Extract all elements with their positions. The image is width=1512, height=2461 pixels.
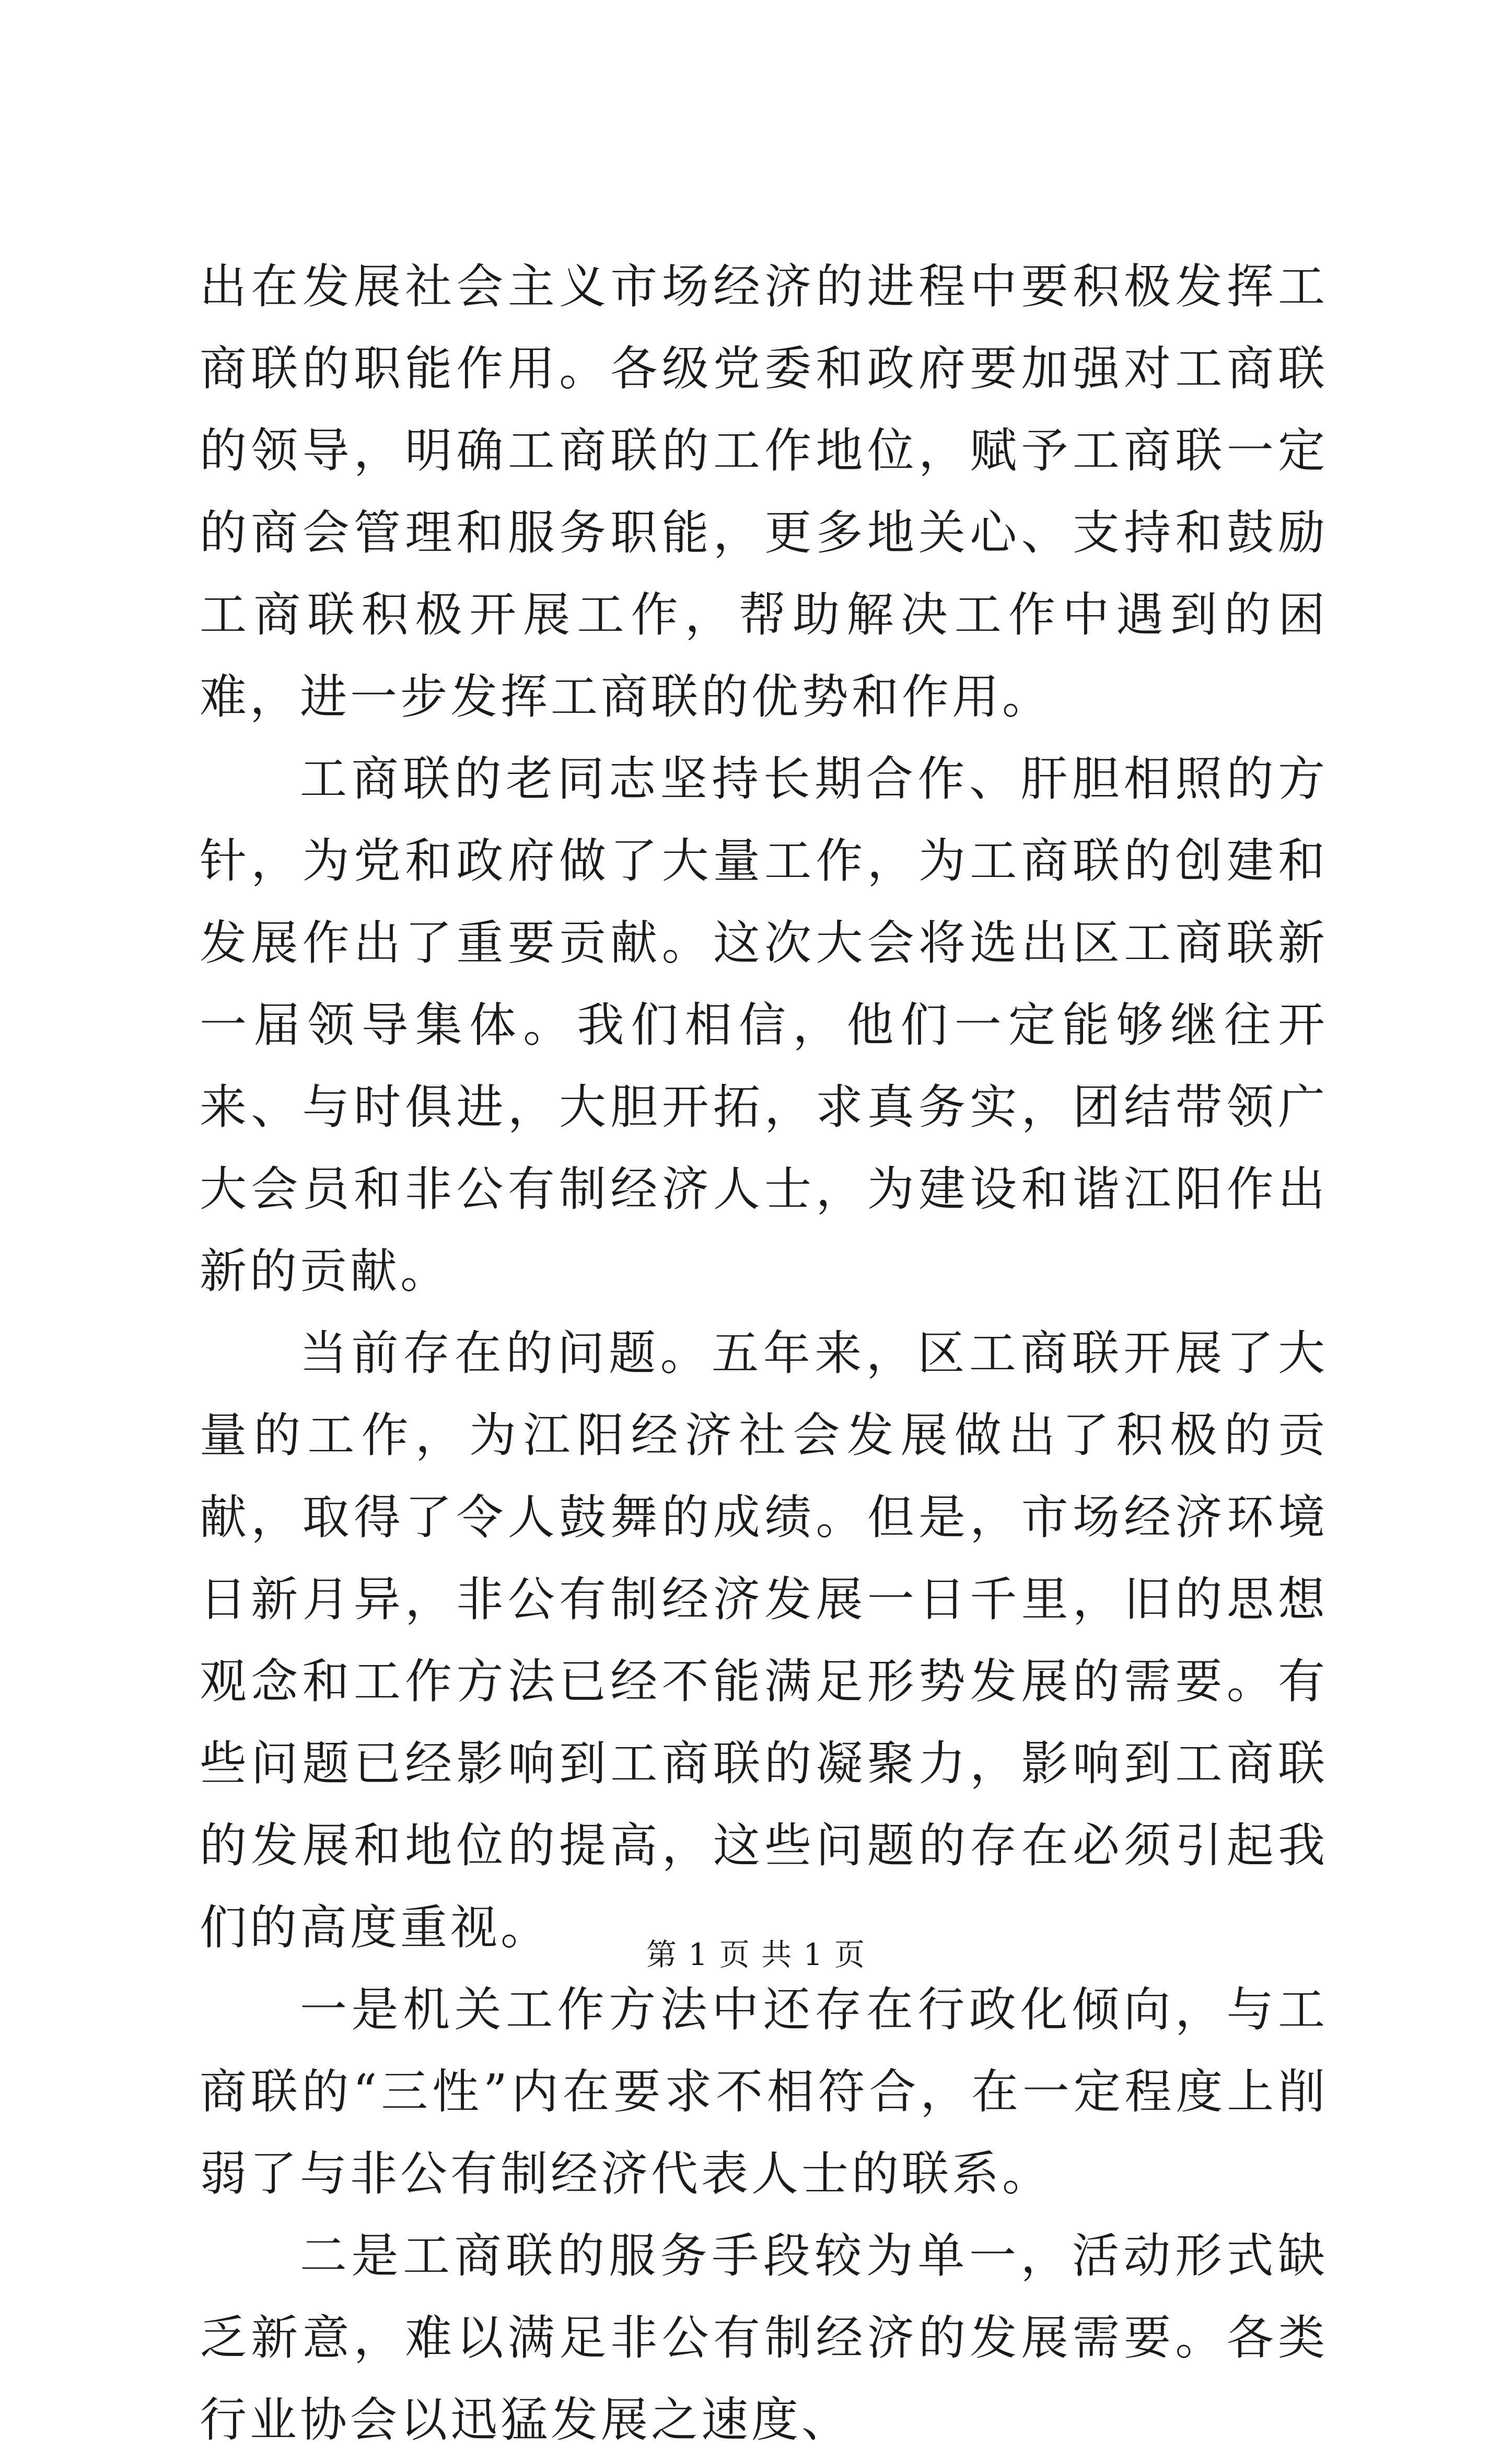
paragraph-5: 二是工商联的服务手段较为单一，活动形式缺乏新意，难以满足非公有制经济的发展需要。各类行业协会以迅猛发展之速度、 — [200, 2228, 1328, 2447]
page-number-label: 第 1 页 共 1 页 — [646, 1937, 866, 1972]
paragraph-2: 工商联的老同志坚持长期合作、肝胆相照的方针，为党和政府做了大量工作，为工商联的创建和发展作出了重要贡献。这次大会将选出区工商联新一届领导集体。我们相信，他们一定能够继往开来、与时俱进，大胆开拓，求真务实，团结带领广大会员和非公有制经济人士，为建设和谐江阳作出新的贡献。 — [200, 752, 1328, 1299]
paragraph-4: 一是机关工作方法中还存在行政化倾向，与工商联的“三性”内在要求不相符合，在一定程度上削弱了与非公有制经济代表人士的联系。 — [200, 1982, 1328, 2201]
paragraph-3: 当前存在的问题。五年来，区工商联开展了大量的工作，为江阳经济社会发展做出了积极的贡献，取得了令人鼓舞的成绩。但是，市场经济环境日新月异，非公有制经济发展一日千里，旧的思想观念和工作方法已经不能满足形势发展的需要。有些问题已经影响到工商联的凝聚力，影响到工商联的发展和地位的提高，这些问题的存在必须引起我们的高度重视。 — [200, 1326, 1328, 1955]
document-body — [200, 246, 1328, 2461]
paragraph-1: 出在发展社会主义市场经济的进程中要积极发挥工商联的职能作用。各级党委和政府要加强对工商联的领导，明确工商联的工作地位，赋予工商联一定的商会管理和服务职能，更多地关心、支持和鼓励工商联积极开展工作，帮助解决工作中遇到的困难，进一步发挥工商联的优势和作用。 — [200, 259, 1328, 724]
page-footer — [0, 1934, 1512, 1975]
